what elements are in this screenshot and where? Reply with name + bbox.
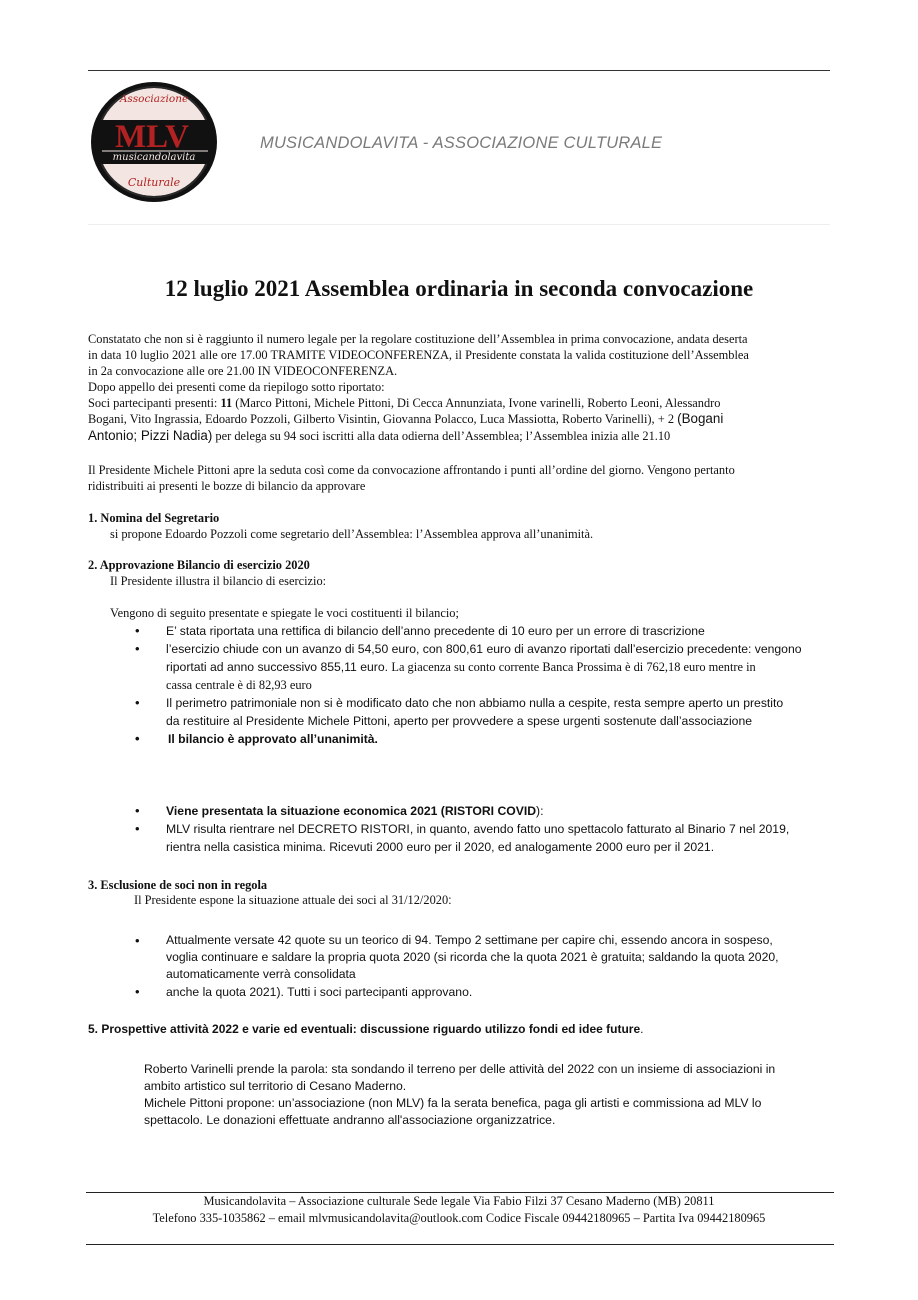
list-item: • Viene presentata la situazione economica 2021 (RISTORI COVID): (135, 803, 544, 818)
bullet-icon: • (135, 933, 140, 948)
list-item: • l’esercizio chiude con un avanzo di 54,50 euro, con 800,61 euro di avanzo riportati dall’esercizio precedente: vengono riportati ad anno successivo 855,11 euro. La giacenza su conto corrente Banca Prossima è di 762,18 euro mentre in cassa centrale è di 82,93 euro (135, 641, 802, 692)
list-item: • Il perimetro patrimoniale non si è modificato dato che non abbiamo nulla a cespite, resta sempre aperto un prestito da restituire al Presidente Michele Pittoni, aperto per provvedere a spese urgenti sostenute dall’associazione (135, 695, 784, 728)
section-5-paragraph: Roberto Varinelli prende la parola: sta sondando il terreno per delle attività del 2022 con un insieme di associazioni in ambito artistico sul territorio di Cesano Maderno. Michele Pittoni propone: un’associazione (non MLV) fa la serata benefica, paga gli artisti e commissiona ad MLV lo spettacolo. Le donazioni effettuate andranno all'associazione organizzatrice. (144, 1062, 776, 1127)
ristori-bullet-list (131, 802, 831, 856)
association-title: MUSICANDOLAVITA - ASSOCIAZIONE CULTURALE (260, 134, 663, 152)
bullet-icon: • (135, 695, 140, 710)
participants-line: Soci partecipanti presenti: 11 (Marco Pittoni, Michele Pittoni, Di Cecca Annunziata, Ivone varinelli, Roberto Leoni, Alessandro (88, 396, 721, 410)
intro-paragraph (88, 331, 832, 445)
footer-bottom-rule (86, 1244, 834, 1245)
members-bullet-list (131, 932, 831, 1001)
section-1-text: si propone Edoardo Pozzoli come segretario dell’Assemblea: l’Assemblea approva all’unanimità. (110, 527, 594, 541)
bullet-icon: • (135, 641, 140, 656)
document-title: 12 luglio 2021 Assemblea ordinaria in seconda convocazione (164, 276, 754, 301)
footer-top-rule (86, 1192, 834, 1193)
bullet-icon: • (135, 731, 140, 746)
participants-count: 11 (220, 396, 233, 410)
bullet-icon: • (135, 623, 140, 638)
svg-text:MLV: MLV (115, 119, 189, 155)
intro-line: in data 10 luglio 2021 alle ore 17.00 TRAMITE VIDEOCONFERENZA, il Presidente constata la valida costituzione dell’Assemblea (88, 348, 749, 362)
list-item: • E’ stata riportata una rettifica di bilancio dell’anno precedente di 10 euro per un errore di trascrizione (135, 623, 705, 638)
intro-line: Constatato che non si è raggiunto il numero legale per la regolare costituzione dell’Assemblea in prima convocazione, andata deserta (88, 332, 748, 346)
footer-address: Musicandolavita – Associazione culturale Sede legale Via Fabio Filzi 37 Cesano Maderno (MB) 20811 (203, 1194, 715, 1208)
section-1-heading: 1. Nomina del Segretario (88, 511, 220, 525)
section-2-intro: Il Presidente illustra il bilancio di esercizio: (110, 574, 327, 588)
list-item: • anche la quota 2021). Tutti i soci partecipanti approvano. (135, 984, 473, 999)
bullet-icon: • (135, 803, 140, 818)
list-item: • Il bilancio è approvato all’unanimità. (135, 731, 378, 746)
bullet-icon: • (135, 984, 140, 999)
section-3-text: Il Presidente espone la situazione attuale dei soci al 31/12/2020: (134, 893, 452, 907)
svg-text:Culturale: Culturale (127, 176, 181, 189)
participants-line: Bogani, Vito Ingrassia, Edoardo Pozzoli, Gilberto Visintin, Giovanna Polacco, Luca Massiotta, Roberto Varinelli), + 2 (Bogani (88, 411, 724, 426)
section-3-heading: 3. Esclusione de soci non in regola (88, 878, 268, 892)
budget-bullet-list (131, 622, 831, 748)
list-item: • MLV risulta rientrare nel DECRETO RISTORI, in quanto, avendo fatto uno spettacolo fatturato al Binario 7 nel 2019, rientra nella casistica minima. Ricevuti 2000 euro per il 2020, ed analogamente 2000 euro per il 2021. (135, 821, 790, 854)
opening-paragraph (88, 462, 832, 494)
intro-line: in 2a convocazione alle ore 21.00 IN VIDEOCONFERENZA. (88, 364, 398, 378)
footer-contacts: Telefono 335-1035862 – email mlvmusicandolavita@outlook.com Codice Fiscale 09442180965 – Partita Iva 09442180965 (152, 1211, 766, 1225)
list-item: • Attualmente versate 42 quote su un teorico di 94. Tempo 2 settimane per capire chi, essendo ancora in sospeso, voglia continuare e saldare la propria quota 2020 (si ricorda che la quota 2021 è gratuita; saldando la quota 2020, automaticamente verrà consolidata (135, 933, 779, 981)
header-divider (88, 224, 830, 225)
opening-line: ridistribuiti ai presenti le bozze di bilancio da approvare (88, 479, 366, 493)
opening-line: Il Presidente Michele Pittoni apre la seduta così come da convocazione affrontando i punti all’ordine del giorno. Vengono pertanto (88, 463, 735, 477)
intro-line: Dopo appello dei presenti come da riepilogo sotto riportato: (88, 380, 385, 394)
bullet-icon: • (135, 821, 140, 836)
svg-text:musicandolavita: musicandolavita (112, 152, 196, 163)
section-5-heading: 5. Prospettive attività 2022 e varie ed eventuali: discussione riguardo utilizzo fondi ed idee future. (88, 1022, 644, 1036)
section-2-voices-intro: Vengono di seguito presentate e spiegate le voci costituenti il bilancio; (110, 606, 459, 620)
header-top-rule (88, 70, 830, 71)
svg-text:Associazione: Associazione (119, 93, 189, 105)
association-logo (88, 80, 224, 206)
participants-line: Antonio; Pizzi Nadia) per delega su 94 soci iscritti alla data odierna dell’Assemblea; l’Assemblea inizia alle 21.10 (88, 428, 671, 443)
section-2-heading: 2. Approvazione Bilancio di esercizio 2020 (88, 558, 310, 572)
